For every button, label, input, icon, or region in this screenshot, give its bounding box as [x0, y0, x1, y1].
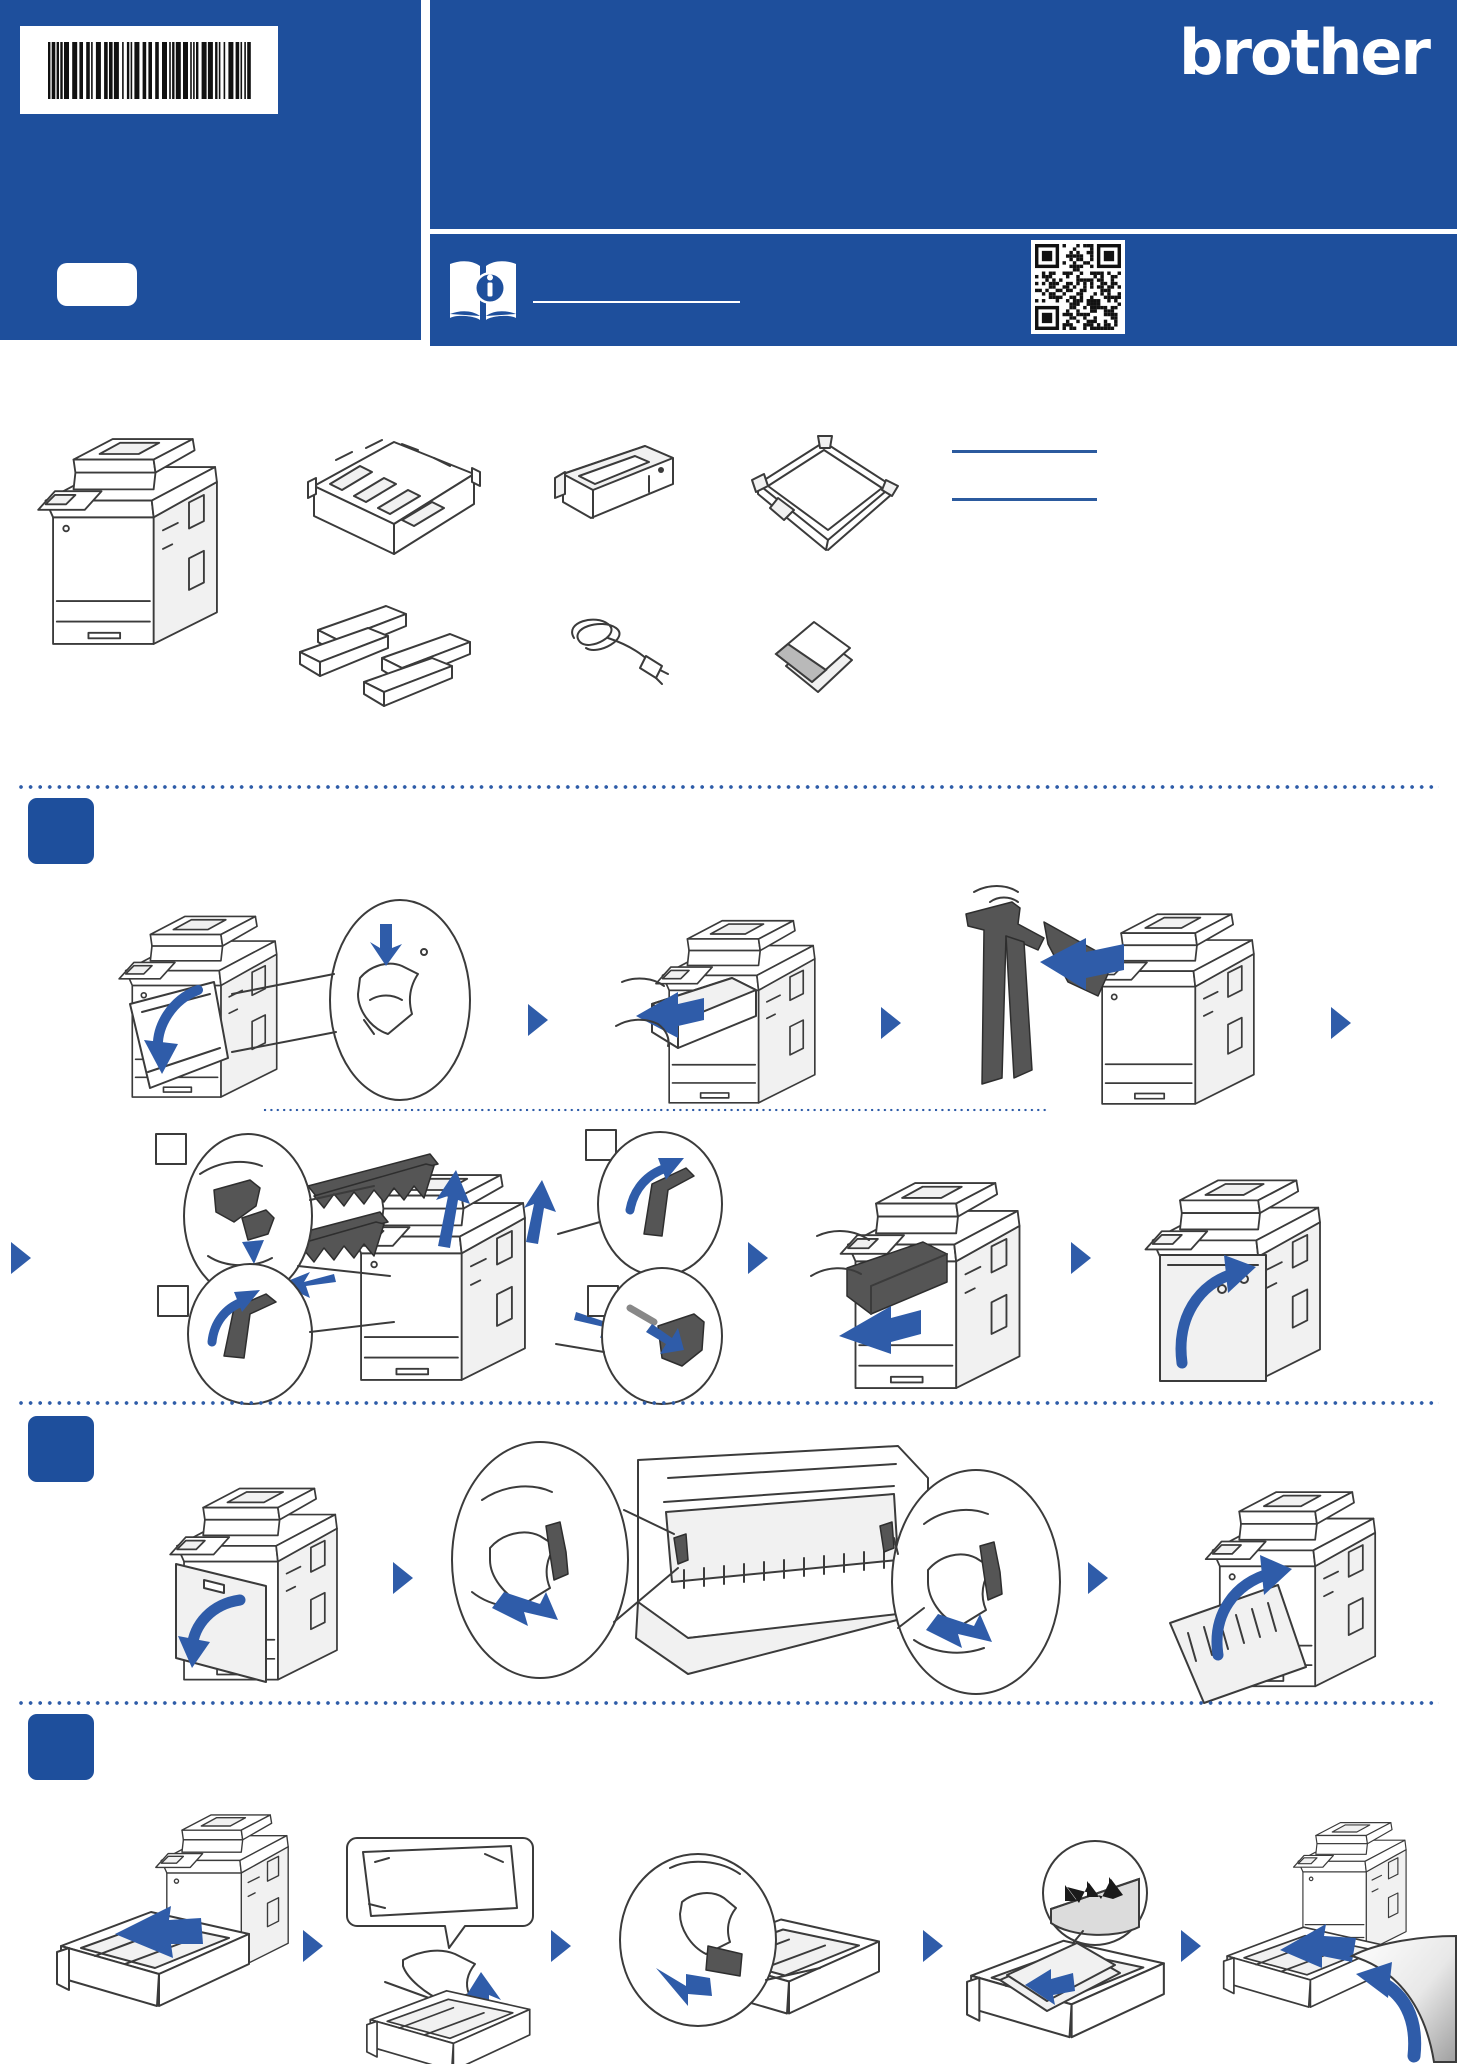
turn-page-icon: [1348, 1934, 1457, 2064]
section-separator: [18, 784, 1439, 790]
next-arrow: [920, 1926, 946, 1966]
next-arrow: [525, 1000, 551, 1040]
step1-remove-drum-unit: [592, 886, 842, 1126]
reference-note-underline: [533, 301, 740, 303]
header-top-panel: [430, 0, 1457, 229]
qr-code-icon: [1031, 240, 1125, 334]
step1-reinsert-drum-unit: [795, 1140, 1040, 1420]
power-cord: [556, 608, 681, 690]
book-info-icon: [446, 258, 522, 326]
step2-pull-fuser-levers: [428, 1442, 1078, 1707]
header-left-panel: [0, 0, 421, 340]
step3-unwrap-paper: [345, 1832, 540, 2047]
brand-logo: brother: [1179, 16, 1429, 89]
language-tag: [57, 263, 137, 306]
next-arrow: [548, 1926, 574, 1966]
step-2-badge: [28, 1416, 94, 1482]
toner-cartridge: [549, 436, 681, 532]
header-bottom-panel: [430, 234, 1457, 346]
model-line-2: [952, 498, 1097, 501]
next-arrow: [8, 1238, 34, 1278]
next-arrow: [878, 1003, 904, 1043]
step-1-badge: [28, 798, 94, 864]
step3-adjust-paper-guides: [590, 1850, 885, 2050]
section-separator: [18, 1400, 1439, 1406]
multifunction-printer: [30, 400, 240, 670]
toner-cartridges-x4: [290, 596, 480, 716]
step3-load-paper: [955, 1835, 1175, 2060]
belt-unit: [748, 428, 900, 553]
step1-remove-packing-parts: [138, 1126, 748, 1406]
barcode-icon: [20, 26, 278, 114]
step1-remove-protective-film: [948, 878, 1278, 1128]
next-arrow: [1068, 1238, 1094, 1278]
next-arrow: [1178, 1926, 1204, 1966]
sub-separator: [263, 1108, 1049, 1112]
next-arrow: [1328, 1003, 1354, 1043]
section-separator: [18, 1700, 1439, 1706]
next-arrow: [390, 1558, 416, 1598]
model-line-1: [952, 450, 1097, 453]
step3-pull-out-paper-tray: [55, 1786, 325, 2016]
documentation-booklet: [768, 614, 860, 700]
step1-close-front-cover: [1140, 1133, 1345, 1418]
drum-unit-assembly: [306, 424, 481, 569]
next-arrow: [300, 1926, 326, 1966]
step2-open-back-cover: [148, 1452, 368, 1707]
step1-open-front-cover: [112, 882, 472, 1122]
next-arrow: [1085, 1558, 1111, 1598]
next-arrow: [745, 1238, 771, 1278]
step-3-badge: [28, 1714, 94, 1780]
step2-close-back-cover: [1160, 1455, 1405, 1715]
